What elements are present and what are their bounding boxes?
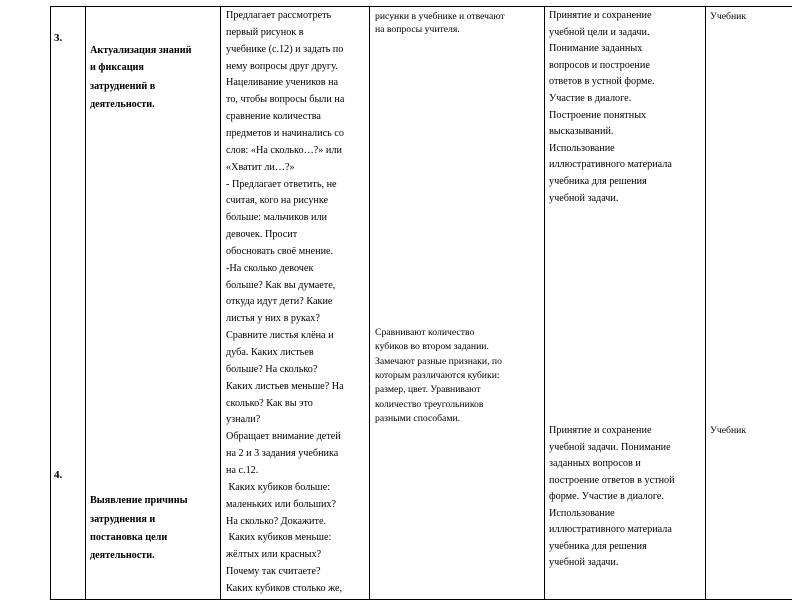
resource-label: Учебник [710, 425, 747, 436]
text-line: Обращает внимание детей [226, 431, 341, 443]
stage-line: и фиксация [90, 62, 144, 73]
column-divider [220, 6, 221, 600]
student-line: на вопросы учителя. [375, 24, 460, 35]
resource-label: Учебник [710, 11, 747, 22]
text-line: учебника для решения [549, 540, 647, 552]
text-line: вопросов и построение [549, 59, 650, 71]
text-line: считая, кого на рисунке [226, 195, 329, 207]
text-line: Каких кубиков больше: [226, 481, 331, 493]
table-border-top [50, 6, 792, 7]
text-line: иллюстративного материала [549, 524, 672, 535]
column-divider [544, 6, 545, 600]
text-line: Почему так считаете? [226, 566, 321, 578]
text-line: высказываний. [549, 126, 614, 138]
column-divider [85, 6, 86, 600]
text-line: учебной цели и задачи. [549, 26, 650, 38]
text-line: то, чтобы вопросы были на [226, 94, 345, 106]
text-line: слов: «На сколько…?» или [226, 144, 342, 156]
text-line: На сколько? Докажите. [226, 515, 327, 527]
column-divider [369, 6, 370, 600]
text-line: больше? Как вы думаете, [226, 279, 336, 291]
text-line: ответов в устной форме. [549, 76, 655, 88]
text-line: листья у них в руках? [226, 313, 320, 325]
text-line: учебной задачи. [549, 192, 619, 204]
text-line: Использование [549, 142, 615, 154]
text-line: форме. Участие в диалоге. [549, 491, 664, 502]
text-line: девочек. Просит [226, 229, 298, 241]
stage-line: затруднения и [90, 514, 156, 525]
stage-line: деятельности. [90, 550, 155, 561]
row-number: 3. [54, 32, 63, 44]
text-line: размер, цвет. Уравнивают [375, 384, 481, 396]
text-line: Замечают разные признаки, по [375, 355, 502, 367]
text-line: первый рисунок в [226, 26, 304, 38]
text-line: обосновать своё мнение. [226, 245, 334, 257]
text-line: разными способами. [375, 412, 461, 424]
lesson-plan-table [50, 6, 792, 600]
stage-line: деятельности. [90, 99, 155, 110]
text-line: -На сколько девочек [226, 262, 314, 274]
stage-line: постановка цели [90, 532, 168, 543]
text-line: нему вопросы друг другу. [226, 60, 338, 72]
text-line: Сравните листья клёна и [226, 330, 334, 342]
text-line: учебнике (с.12) и задать по [226, 43, 344, 55]
text-line: узнали? [226, 414, 261, 426]
text-line: кубиков во втором задании. [375, 341, 489, 353]
text-line: маленьких или больших? [226, 498, 337, 510]
text-line: больше: мальчиков или [226, 212, 328, 224]
text-line: сколько? Как вы это [226, 397, 313, 409]
text-line: которым различаются кубики: [375, 369, 500, 381]
text-line: - Предлагает ответить, не [226, 178, 337, 190]
text-line: количество треугольников [375, 398, 484, 410]
text-line: Нацеливание учеников на [226, 77, 339, 89]
stage-line: Актуализация знаний [90, 45, 192, 56]
table-border-bottom [50, 599, 792, 600]
text-line: Принятие и сохранение [549, 425, 652, 436]
text-line: на с.12. [226, 464, 259, 476]
stage-line: Выявление причины [90, 495, 188, 506]
text-line: Каких кубиков столько же, [226, 582, 343, 594]
text-line: жёлтых или красных? [226, 549, 322, 561]
text-line: Сравнивают количество [375, 327, 475, 338]
text-line: дуба. Каких листьев [226, 347, 314, 358]
text-line: откуда идут дети? Какие [226, 296, 333, 308]
row-number: 4. [54, 469, 63, 481]
text-line: Использование [549, 507, 615, 519]
text-line: Каких кубиков меньше: [226, 532, 332, 544]
text-line: иллюстративного материала [549, 159, 672, 171]
text-line: больше? На сколько? [226, 363, 318, 375]
text-line: построение ответов в устной [549, 474, 675, 486]
text-line: заданных вопросов и [549, 458, 641, 469]
text-line: Принятие и сохранение [549, 10, 652, 21]
text-line: учебника для решения [549, 176, 647, 187]
text-line: на 2 и 3 задания учебника [226, 448, 339, 460]
text-line: «Хватит ли…?» [226, 161, 295, 173]
student-line: рисунки в учебнике и отвечают [375, 11, 505, 22]
text-line: учебной задачи. Понимание [549, 441, 671, 453]
text-line: Каких листьев меньше? На [226, 380, 344, 392]
stage-line: затруднений в [90, 81, 156, 92]
table-border-left [50, 6, 51, 600]
text-line: сравнение количества [226, 111, 321, 123]
text-line: Участие в диалоге. [549, 93, 632, 104]
text-line: Понимание заданных [549, 43, 643, 55]
text-line: Предлагает рассмотреть [226, 10, 332, 21]
text-line: предметов и начинались со [226, 127, 344, 139]
text-line: Построение понятных [549, 109, 647, 121]
text-line: учебной задачи. [549, 557, 619, 568]
column-divider [705, 6, 706, 600]
